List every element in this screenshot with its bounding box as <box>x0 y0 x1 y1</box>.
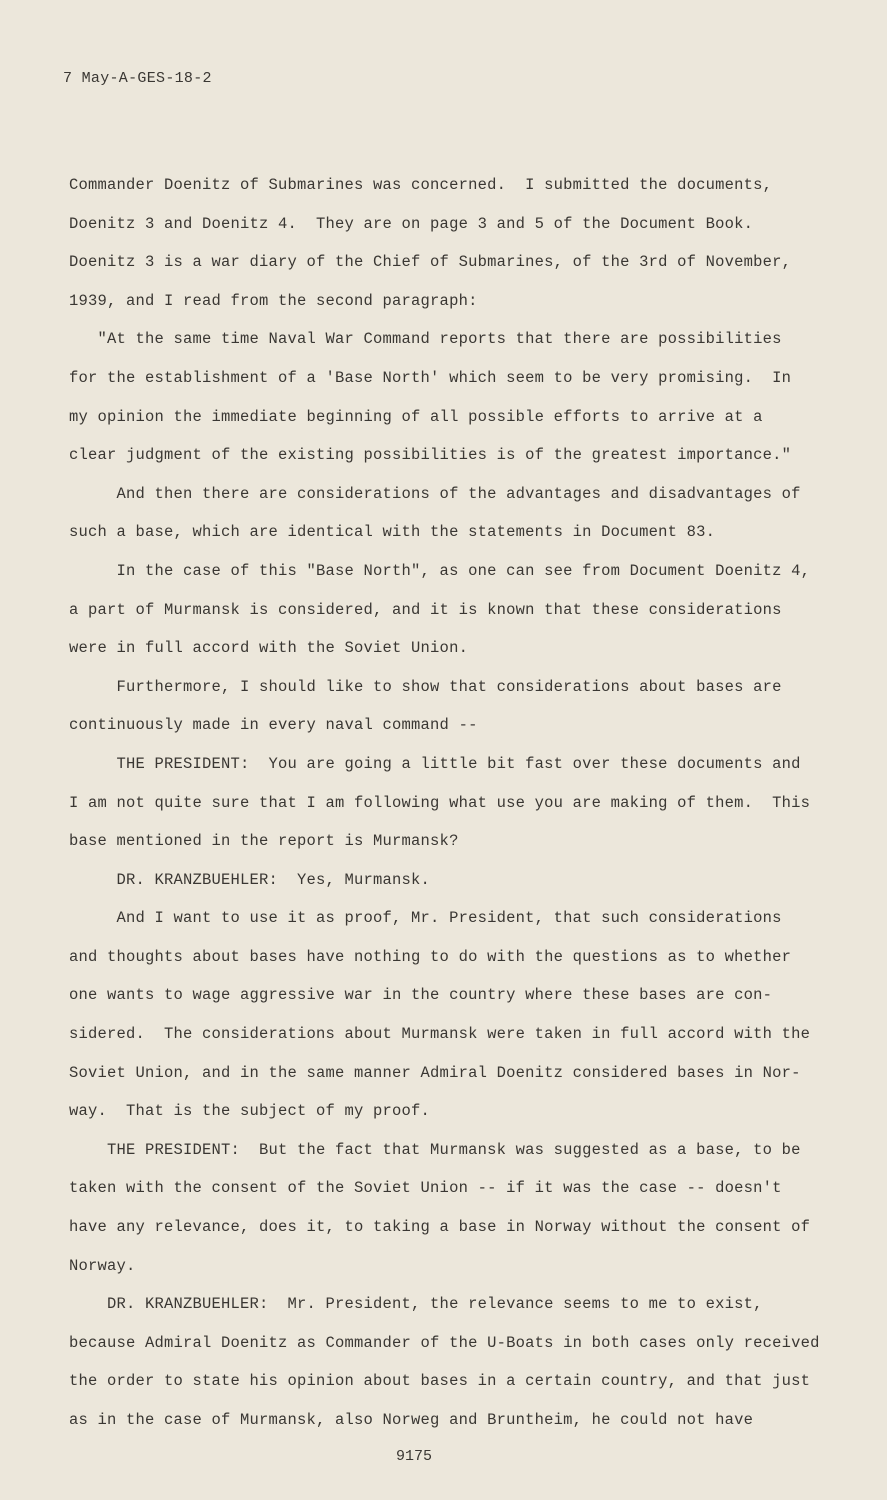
text-line: "At the same time Naval War Command reports that there are possibilities <box>50 330 782 349</box>
text-line: Doenitz 3 is a war diary of the Chief of Submarines, of the 3rd of November, <box>50 253 792 272</box>
text-line: Doenitz 3 and Doenitz 4. They are on page 3 and 5 of the Document Book. <box>50 214 754 233</box>
text-line: and thoughts about bases have nothing to do with the questions as to whether <box>50 947 792 966</box>
text-line: In the case of this "Base North", as one can see from Document Doenitz 4, <box>50 561 811 580</box>
text-line: the order to state his opinion about bases in a certain country, and that just <box>50 1372 811 1391</box>
text-line: base mentioned in the report is Murmansk? <box>50 832 459 851</box>
text-line: were in full accord with the Soviet Union. <box>50 639 469 658</box>
text-line: because Admiral Doenitz as Commander of the U-Boats in both cases only received <box>50 1333 820 1352</box>
text-line: taken with the consent of the Soviet Union -- if it was the case -- doesn't <box>50 1179 782 1198</box>
text-line: THE PRESIDENT: You are going a little bit fast over these documents and <box>50 754 801 773</box>
text-line: Soviet Union, and in the same manner Admiral Doenitz considered bases in Nor- <box>50 1063 801 1082</box>
text-line: clear judgment of the existing possibilities is of the greatest importance." <box>50 446 792 465</box>
text-line: And then there are considerations of the advantages and disadvantages of <box>50 484 801 503</box>
text-line: And I want to use it as proof, Mr. President, that such considerations <box>50 909 782 928</box>
text-line: a part of Murmansk is considered, and it is known that these considerations <box>50 600 782 619</box>
text-line: DR. KRANZBUEHLER: Mr. President, the relevance seems to me to exist, <box>50 1295 763 1314</box>
page-number: 9175 <box>396 1448 433 1465</box>
text-line: one wants to wage aggressive war in the country where these bases are con- <box>50 986 773 1005</box>
text-line: 1939, and I read from the second paragraph: <box>50 291 478 310</box>
transcript-body <box>50 166 820 1440</box>
text-line: DR. KRANZBUEHLER: Yes, Murmansk. <box>50 870 431 889</box>
text-line: continuously made in every naval command -- <box>50 716 478 735</box>
document-reference: 7 May-A-GES-18-2 <box>63 70 212 87</box>
text-line: Commander Doenitz of Submarines was concerned. I submitted the documents, <box>50 176 773 194</box>
text-line: my opinion the immediate beginning of all possible efforts to arrive at a <box>50 407 763 426</box>
text-line: have any relevance, does it, to taking a base in Norway without the consent of <box>50 1218 811 1237</box>
text-line: such a base, which are identical with the statements in Document 83. <box>50 523 716 542</box>
text-line: I am not quite sure that I am following what use you are making of them. This <box>50 793 811 812</box>
text-line: Furthermore, I should like to show that considerations about bases are <box>50 677 782 696</box>
text-line: as in the case of Murmansk, also Norweg and Bruntheim, he could not have <box>50 1411 754 1429</box>
text-line: THE PRESIDENT: But the fact that Murmansk was suggested as a base, to be <box>50 1140 801 1159</box>
text-line: sidered. The considerations about Murmansk were taken in full accord with the <box>50 1025 811 1044</box>
text-line: way. That is the subject of my proof. <box>50 1102 431 1121</box>
text-line: Norway. <box>50 1256 136 1275</box>
text-line: for the establishment of a 'Base North' which seem to be very promising. In <box>50 368 792 387</box>
